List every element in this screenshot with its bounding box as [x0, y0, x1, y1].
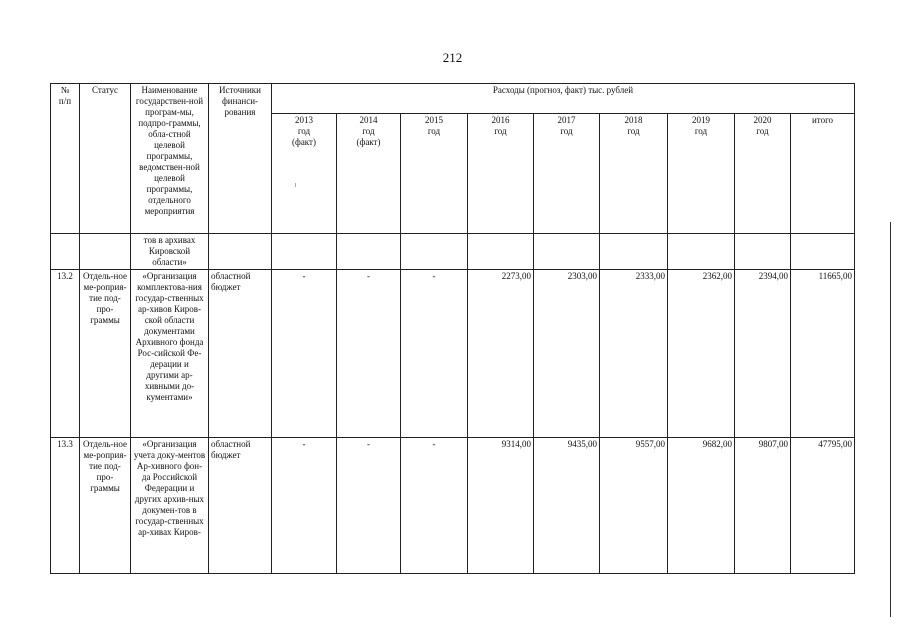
row-value-2016: 2273,00 — [468, 270, 534, 438]
row-value-2014: - — [337, 270, 401, 438]
header-year-2013: 2013 год (факт) — [272, 114, 337, 234]
header-status: Статус — [80, 84, 131, 234]
scan-stray-mark — [295, 183, 296, 187]
scan-edge-line — [890, 222, 891, 617]
header-year-2016: 2016 год — [468, 114, 534, 234]
row-name: «Организация учета доку-ментов Ар-хивного фон-да Российской Федерации и других архив-ных докумен-тов в государ-ственных ар-хивах Киров- — [131, 438, 209, 574]
row-status — [80, 234, 131, 270]
row-source: областной бюджет — [209, 270, 272, 438]
row-value-2017 — [534, 234, 600, 270]
header-year-2020: 2020 год — [735, 114, 791, 234]
page-number: 212 — [442, 50, 463, 65]
header-year-2014: 2014 год (факт) — [337, 114, 401, 234]
header-name: Наименование государствен-ной програм-мы, подпро-граммы, обла-стной целевой программы, ведомствен-ной целевой программы, отдельного мероприятия — [131, 84, 209, 234]
header-expenses: Расходы (прогноз, факт) тыс. рублей — [272, 84, 855, 114]
row-value-2017: 9435,00 — [534, 438, 600, 574]
header-total: итого — [791, 114, 855, 234]
header-year-2018: 2018 год — [600, 114, 668, 234]
row-value-total: 11665,00 — [791, 270, 855, 438]
row-value-2014 — [337, 234, 401, 270]
header-year-2015: 2015 год — [401, 114, 468, 234]
table-row — [51, 270, 855, 438]
row-value-2019: 2362,00 — [668, 270, 735, 438]
table-row — [51, 438, 855, 574]
header-source: Источники финанси-рования — [209, 84, 272, 234]
row-value-2016 — [468, 234, 534, 270]
row-value-2013 — [272, 234, 337, 270]
row-source — [209, 234, 272, 270]
row-status: Отдель-ное ме-роприя-тие под-про-граммы — [80, 438, 131, 574]
header-year-2017: 2017 год — [534, 114, 600, 234]
row-value-2015: - — [401, 438, 468, 574]
row-num — [51, 234, 80, 270]
row-name: «Организация комплектова-ния государ-ственных ар-хивов Киров-ской области документами Архивного фонда Рос-сийской Фе-дерации и другими ар-хивными до-кументами» — [131, 270, 209, 438]
row-value-2013: - — [272, 438, 337, 574]
row-value-2018: 2333,00 — [600, 270, 668, 438]
row-source: областной бюджет — [209, 438, 272, 574]
expenses-table — [50, 83, 855, 574]
row-value-2015 — [401, 234, 468, 270]
table-header-row — [51, 84, 855, 114]
row-value-2019 — [668, 234, 735, 270]
row-value-2015: - — [401, 270, 468, 438]
table-row — [51, 234, 855, 270]
row-num: 13.2 — [51, 270, 80, 438]
row-value-2019: 9682,00 — [668, 438, 735, 574]
row-num: 13.3 — [51, 438, 80, 574]
row-value-total — [791, 234, 855, 270]
row-value-2018 — [600, 234, 668, 270]
row-status: Отдель-ное ме-роприя-тие под-про-граммы — [80, 270, 131, 438]
row-value-2020: 2394,00 — [735, 270, 791, 438]
row-value-2017: 2303,00 — [534, 270, 600, 438]
row-value-2014: - — [337, 438, 401, 574]
row-value-2013: - — [272, 270, 337, 438]
header-num: № п/п — [51, 84, 80, 234]
row-value-2020 — [735, 234, 791, 270]
row-name: тов в архивах Кировской области» — [131, 234, 209, 270]
row-value-total: 47795,00 — [791, 438, 855, 574]
row-value-2016: 9314,00 — [468, 438, 534, 574]
header-year-2019: 2019 год — [668, 114, 735, 234]
row-value-2020: 9807,00 — [735, 438, 791, 574]
row-value-2018: 9557,00 — [600, 438, 668, 574]
